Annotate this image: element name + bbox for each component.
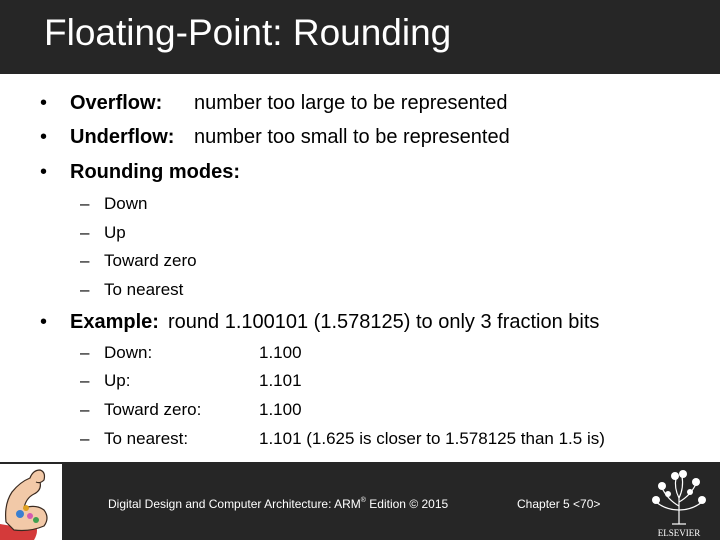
underflow-text: number too small to be represented: [194, 126, 510, 148]
example-text: round 1.100101 (1.578125) to only 3 fraction bits: [168, 311, 600, 333]
bullet-marker: •: [40, 311, 48, 333]
dash-marker: –: [80, 429, 90, 448]
mode-text: To nearest: [104, 280, 184, 299]
footer-chapter: Chapter 5 <70>: [517, 497, 601, 511]
elsevier-logo-icon: [644, 466, 714, 538]
example-mode: To nearest:: [104, 429, 189, 448]
example-mode: Toward zero:: [104, 400, 202, 419]
example-result: 1.100: [259, 343, 302, 362]
footer-book-title: [108, 497, 448, 511]
slide-title: Floating-Point: Rounding: [44, 12, 452, 53]
dash-marker: –: [80, 280, 90, 299]
example-result: 1.101 (1.625 is closer to 1.578125 than 1.5 is): [259, 429, 605, 448]
registered-mark: ®: [360, 497, 366, 504]
underflow-label: Underflow:: [70, 126, 175, 148]
bullet-marker: •: [40, 92, 48, 114]
mode-text: Toward zero: [104, 251, 197, 270]
overflow-text: number too large to be represented: [194, 92, 508, 114]
flexing-arm-icon: [0, 464, 62, 540]
example-label: Example:: [70, 311, 159, 333]
mode-text: Up: [104, 223, 126, 242]
example-mode: Up:: [104, 371, 131, 390]
example-mode: Down:: [104, 343, 153, 362]
dash-marker: –: [80, 194, 90, 213]
rounding-modes-label: Rounding modes:: [70, 161, 240, 183]
dash-marker: –: [80, 223, 90, 242]
example-result: 1.100: [259, 400, 302, 419]
example-result: 1.101: [259, 371, 302, 390]
mode-text: Down: [104, 194, 148, 213]
dash-marker: –: [80, 343, 90, 362]
bullet-marker: •: [40, 126, 48, 148]
dash-marker: –: [80, 371, 90, 390]
overflow-label: Overflow:: [70, 92, 163, 114]
book-title-left: Digital Design and Computer Architecture: ARM: [108, 497, 361, 511]
book-title-right: Edition © 2015: [365, 497, 449, 511]
publisher-logo-text: ELSEVIER: [657, 528, 701, 538]
title-bar: [0, 0, 720, 74]
dash-marker: –: [80, 400, 90, 419]
dash-marker: –: [80, 251, 90, 270]
bullet-marker: •: [40, 161, 48, 183]
